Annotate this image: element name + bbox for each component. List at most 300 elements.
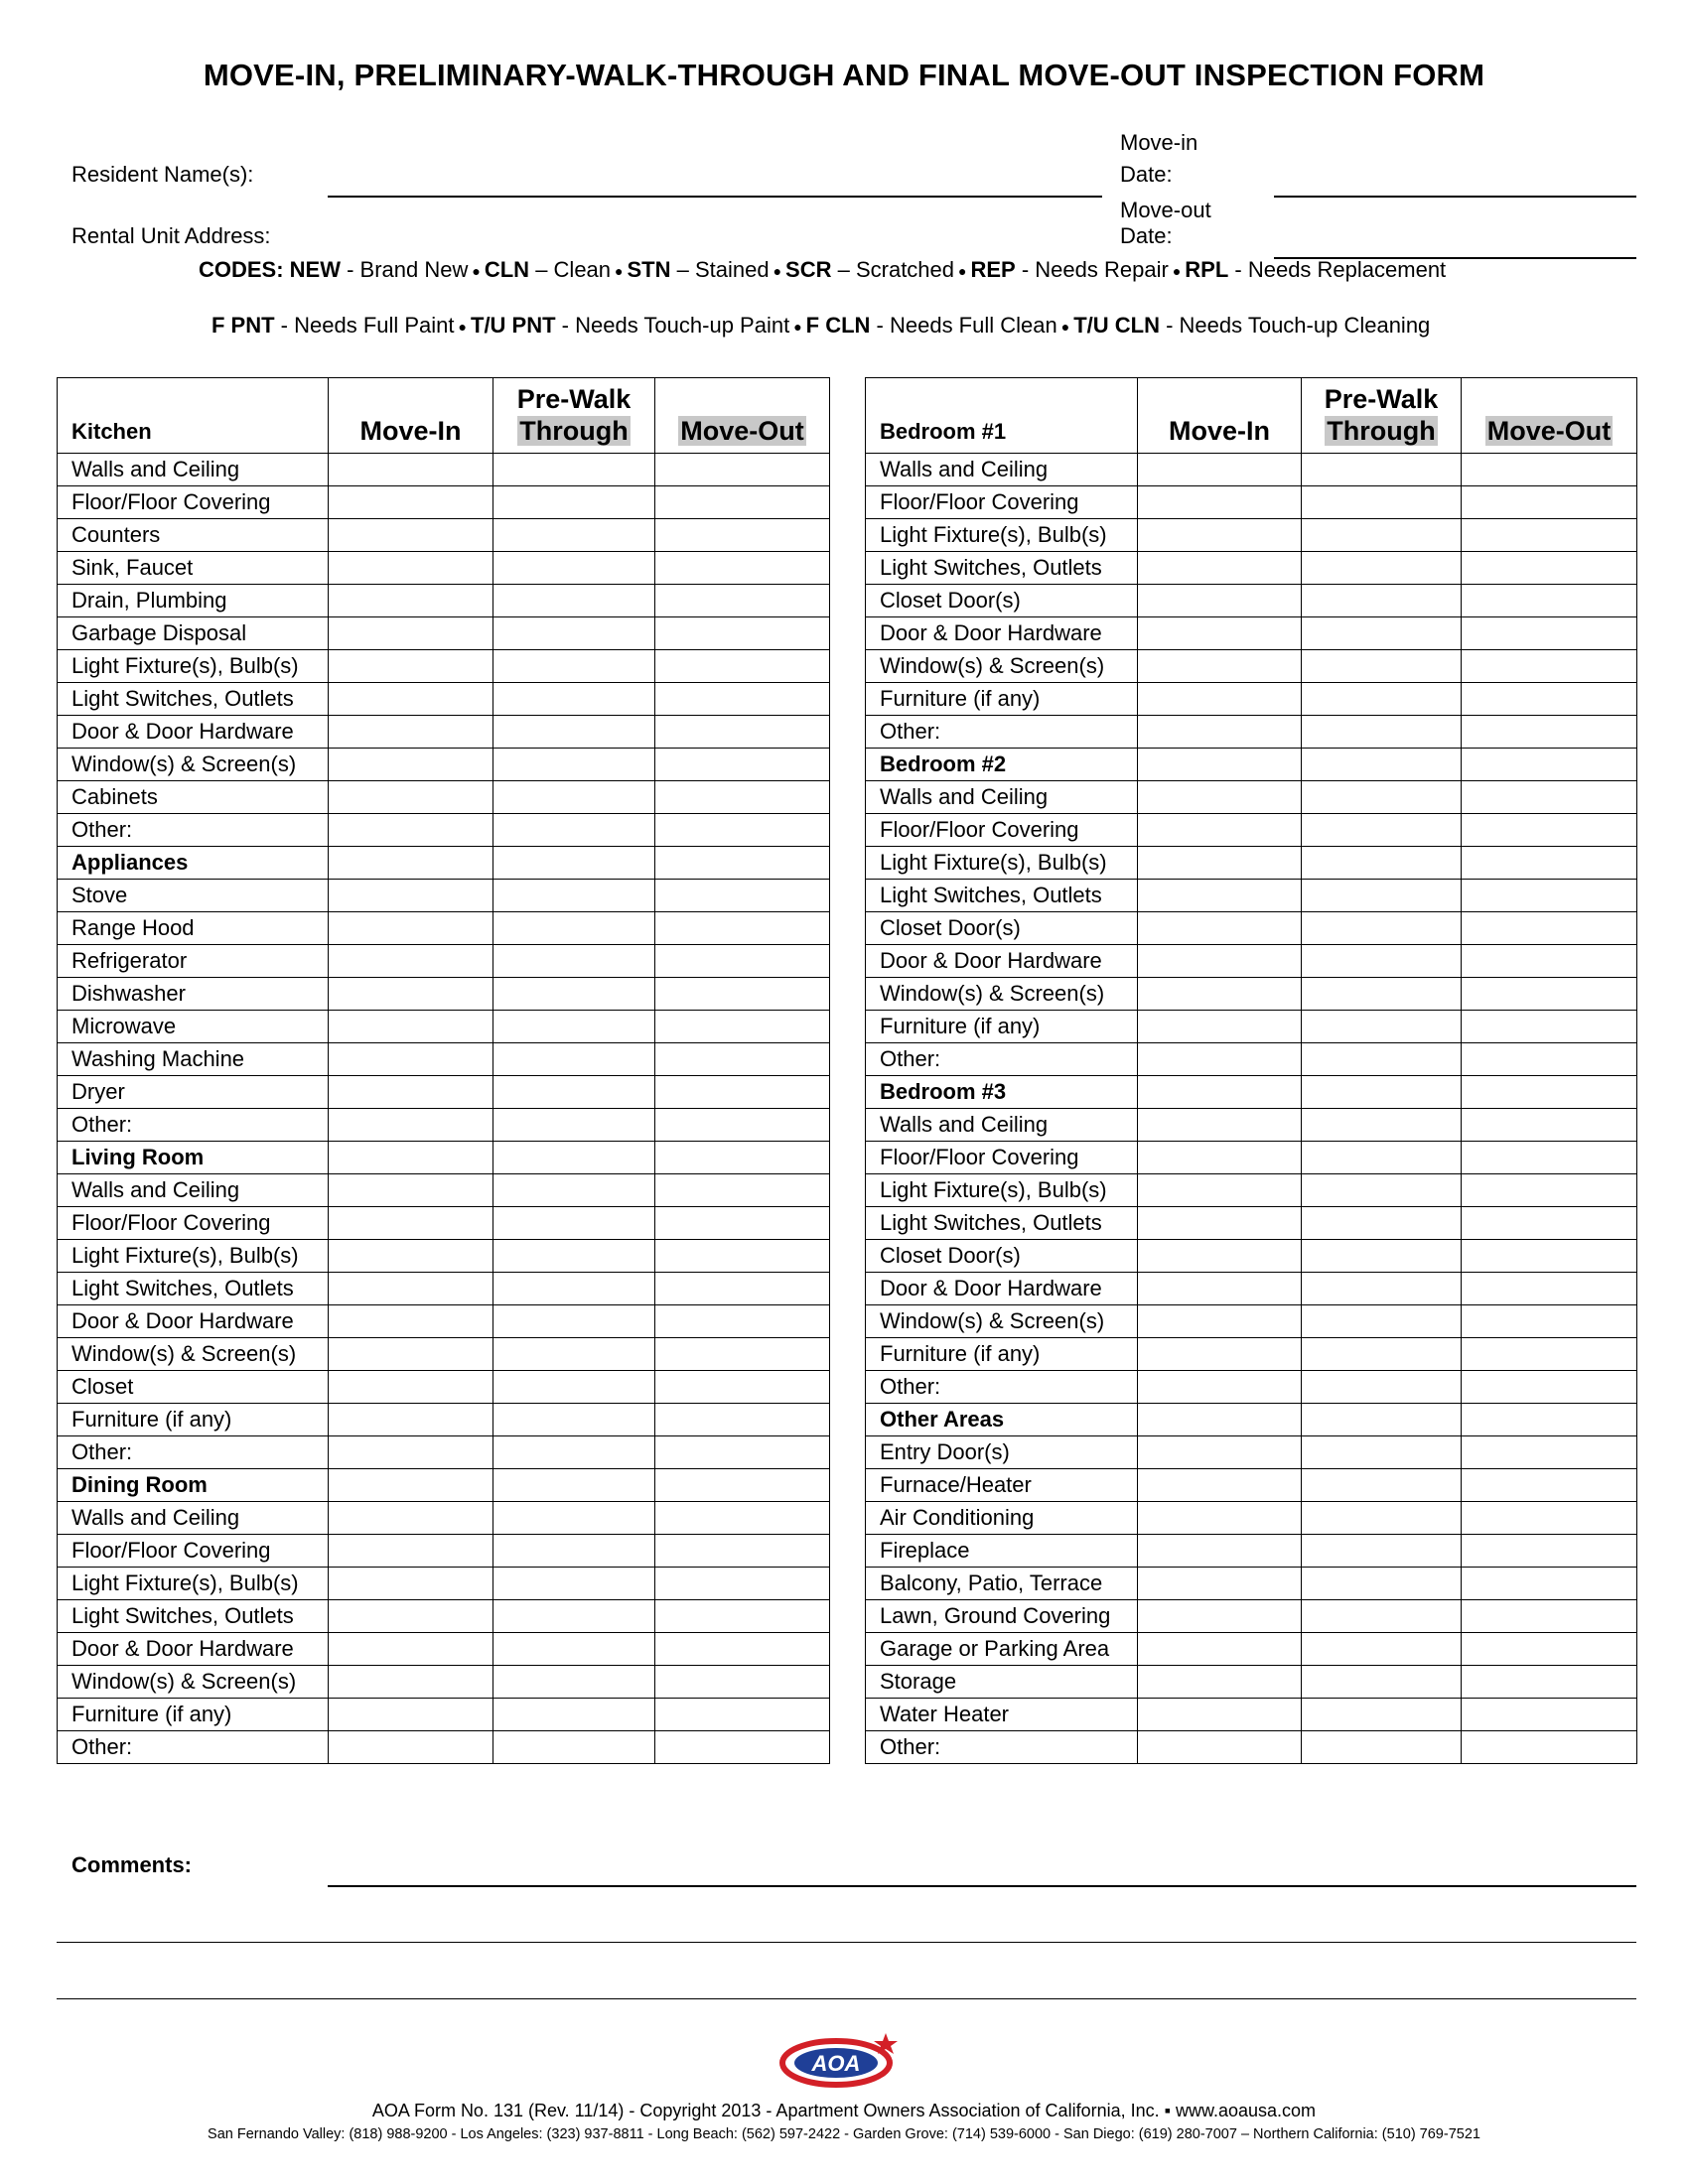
pre-walk-cell[interactable] <box>493 1043 655 1076</box>
move-out-cell[interactable] <box>1462 1011 1637 1043</box>
move-in-cell[interactable] <box>329 716 493 749</box>
row-label-window-s-screen-s: Window(s) & Screen(s) <box>866 650 1138 683</box>
pre-walk-cell[interactable] <box>493 1600 655 1633</box>
pre-walk-cell[interactable] <box>1302 1076 1462 1109</box>
move-in-cell[interactable] <box>1138 1076 1302 1109</box>
move-in-cell[interactable] <box>329 1469 493 1502</box>
move-out-cell[interactable] <box>1462 1568 1637 1600</box>
move-in-cell[interactable] <box>1138 749 1302 781</box>
room-header-kitchen: Kitchen <box>58 378 329 454</box>
move-in-cell[interactable] <box>1138 1699 1302 1731</box>
pre-walk-cell[interactable] <box>493 1338 655 1371</box>
move-in-cell[interactable] <box>329 814 493 847</box>
move-in-cell[interactable] <box>329 1076 493 1109</box>
move-out-cell[interactable] <box>655 880 830 912</box>
pre-walk-cell[interactable] <box>1302 716 1462 749</box>
pre-walk-cell[interactable] <box>1302 1731 1462 1764</box>
pre-walk-cell[interactable] <box>1302 1240 1462 1273</box>
move-out-cell[interactable] <box>1462 454 1637 486</box>
pre-walk-cell[interactable] <box>1302 749 1462 781</box>
move-in-cell[interactable] <box>329 1011 493 1043</box>
pre-walk-cell[interactable] <box>493 552 655 585</box>
move-out-cell[interactable] <box>1462 1109 1637 1142</box>
row-label-window-s-screen-s: Window(s) & Screen(s) <box>866 1305 1138 1338</box>
move-in-cell[interactable] <box>329 585 493 617</box>
move-out-cell[interactable] <box>1462 1273 1637 1305</box>
code-cln: CLN <box>484 257 530 282</box>
move-in-cell[interactable] <box>329 1666 493 1699</box>
pre-walk-cell[interactable] <box>1302 1371 1462 1404</box>
pre-walk-cell[interactable] <box>1302 1568 1462 1600</box>
pre-walk-cell[interactable] <box>1302 1109 1462 1142</box>
move-out-cell[interactable] <box>1462 519 1637 552</box>
move-in-cell[interactable] <box>329 1305 493 1338</box>
move-out-cell[interactable] <box>655 1109 830 1142</box>
table-row <box>58 716 830 749</box>
move-in-cell[interactable] <box>329 1436 493 1469</box>
move-in-cell[interactable] <box>1138 880 1302 912</box>
move-in-cell[interactable] <box>1138 1174 1302 1207</box>
move-out-cell[interactable] <box>655 1600 830 1633</box>
move-in-cell[interactable] <box>1138 1240 1302 1273</box>
move-out-cell[interactable] <box>655 1666 830 1699</box>
pre-walk-cell[interactable] <box>493 978 655 1011</box>
pre-walk-cell[interactable] <box>493 1404 655 1436</box>
move-in-cell[interactable] <box>329 454 493 486</box>
comments-line-1[interactable] <box>328 1885 1636 1887</box>
move-out-cell[interactable] <box>655 1731 830 1764</box>
table-row <box>58 1436 830 1469</box>
code-desc: – Stained <box>670 257 770 282</box>
move-out-cell[interactable] <box>1462 552 1637 585</box>
pre-walk-cell[interactable] <box>493 1699 655 1731</box>
pre-walk-cell[interactable] <box>493 650 655 683</box>
move-in-cell[interactable] <box>329 1043 493 1076</box>
move-out-cell[interactable] <box>1462 880 1637 912</box>
move-out-cell[interactable] <box>655 912 830 945</box>
pre-walk-cell[interactable] <box>1302 1502 1462 1535</box>
row-label-light-fixture-s-bulb-s: Light Fixture(s), Bulb(s) <box>866 847 1138 880</box>
section-header-appliances: Appliances <box>58 847 329 880</box>
move-out-cell[interactable] <box>655 1436 830 1469</box>
pre-walk-cell[interactable] <box>1302 1338 1462 1371</box>
pre-walk-cell[interactable] <box>493 749 655 781</box>
pre-walk-cell[interactable] <box>1302 1273 1462 1305</box>
move-in-cell[interactable] <box>1138 1502 1302 1535</box>
move-out-cell[interactable] <box>1462 1600 1637 1633</box>
pre-walk-cell[interactable] <box>493 617 655 650</box>
move-in-cell[interactable] <box>329 552 493 585</box>
pre-walk-cell[interactable] <box>1302 781 1462 814</box>
pre-walk-cell[interactable] <box>1302 552 1462 585</box>
move-out-cell[interactable] <box>1462 1633 1637 1666</box>
move-out-cell[interactable] <box>655 1240 830 1273</box>
move-out-cell[interactable] <box>655 1305 830 1338</box>
move-in-cell[interactable] <box>1138 847 1302 880</box>
row-label-other: Other: <box>866 1371 1138 1404</box>
table-row <box>58 1568 830 1600</box>
move-in-cell[interactable] <box>329 847 493 880</box>
row-label-storage: Storage <box>866 1666 1138 1699</box>
pre-walk-cell[interactable] <box>493 1633 655 1666</box>
code-f-pnt: F PNT <box>211 313 275 338</box>
code-stn: STN <box>627 257 671 282</box>
move-out-cell[interactable] <box>1462 486 1637 519</box>
code-rpl: RPL <box>1185 257 1229 282</box>
pre-walk-cell[interactable] <box>1302 617 1462 650</box>
pre-walk-cell[interactable] <box>493 1109 655 1142</box>
pre-walk-cell[interactable] <box>493 519 655 552</box>
move-in-cell[interactable] <box>1138 1305 1302 1338</box>
move-out-cell[interactable] <box>655 1633 830 1666</box>
move-in-cell[interactable] <box>1138 1338 1302 1371</box>
col-move-out <box>655 378 830 454</box>
move-in-cell[interactable] <box>329 650 493 683</box>
pre-walk-cell[interactable] <box>1302 1142 1462 1174</box>
pre-walk-cell[interactable] <box>493 1240 655 1273</box>
table-row <box>58 519 830 552</box>
row-label-balcony-patio-terrace: Balcony, Patio, Terrace <box>866 1568 1138 1600</box>
pre-walk-cell[interactable] <box>493 1076 655 1109</box>
pre-walk-cell[interactable] <box>493 1207 655 1240</box>
move-in-cell[interactable] <box>1138 716 1302 749</box>
table-row <box>58 486 830 519</box>
move-out-cell[interactable] <box>1462 650 1637 683</box>
move-in-cell[interactable] <box>329 1404 493 1436</box>
move-in-cell[interactable] <box>1138 1371 1302 1404</box>
move-out-cell[interactable] <box>655 454 830 486</box>
table-row <box>58 1240 830 1273</box>
move-out-cell[interactable] <box>1462 978 1637 1011</box>
pre-walk-cell[interactable] <box>493 1436 655 1469</box>
move-in-cell[interactable] <box>329 1371 493 1404</box>
move-out-cell[interactable] <box>655 1273 830 1305</box>
move-out-cell[interactable] <box>655 1207 830 1240</box>
move-out-cell[interactable] <box>655 650 830 683</box>
move-in-cell[interactable] <box>329 1109 493 1142</box>
move-in-cell[interactable] <box>1138 519 1302 552</box>
pre-walk-cell[interactable] <box>493 683 655 716</box>
pre-walk-cell[interactable] <box>493 454 655 486</box>
pre-walk-cell[interactable] <box>1302 650 1462 683</box>
move-out-cell[interactable] <box>655 716 830 749</box>
pre-walk-cell[interactable] <box>493 1305 655 1338</box>
pre-walk-cell[interactable] <box>493 1666 655 1699</box>
move-in-cell[interactable] <box>329 880 493 912</box>
pre-walk-cell[interactable] <box>493 716 655 749</box>
table-row <box>866 1338 1637 1371</box>
move-out-cell[interactable] <box>1462 1142 1637 1174</box>
pre-walk-cell[interactable] <box>1302 1600 1462 1633</box>
move-out-cell[interactable] <box>1462 1699 1637 1731</box>
pre-walk-cell[interactable] <box>1302 912 1462 945</box>
move-in-cell[interactable] <box>1138 650 1302 683</box>
move-out-cell[interactable] <box>1462 1502 1637 1535</box>
move-in-cell[interactable] <box>1138 1404 1302 1436</box>
move-in-date-field[interactable] <box>1274 196 1636 198</box>
move-out-cell[interactable] <box>1462 1666 1637 1699</box>
table-row <box>866 1142 1637 1174</box>
pre-walk-cell[interactable] <box>493 1469 655 1502</box>
move-out-cell[interactable] <box>655 978 830 1011</box>
move-out-cell[interactable] <box>1462 1076 1637 1109</box>
move-in-cell[interactable] <box>329 945 493 978</box>
move-out-cell[interactable] <box>655 1043 830 1076</box>
pre-walk-cell[interactable] <box>493 1535 655 1568</box>
move-in-cell[interactable] <box>1138 978 1302 1011</box>
move-in-cell[interactable] <box>1138 1633 1302 1666</box>
move-out-cell[interactable] <box>655 486 830 519</box>
pre-walk-cell[interactable] <box>1302 1535 1462 1568</box>
bullet-separator: ● <box>472 263 481 280</box>
move-out-cell[interactable] <box>655 1011 830 1043</box>
pre-walk-cell[interactable] <box>493 1142 655 1174</box>
move-in-cell[interactable] <box>1138 1666 1302 1699</box>
move-out-cell[interactable] <box>1462 847 1637 880</box>
move-in-cell[interactable] <box>329 978 493 1011</box>
move-out-cell[interactable] <box>1462 683 1637 716</box>
move-in-cell[interactable] <box>1138 1568 1302 1600</box>
pre-walk-cell[interactable] <box>1302 1011 1462 1043</box>
pre-walk-cell[interactable] <box>493 1568 655 1600</box>
row-label-other: Other: <box>866 1731 1138 1764</box>
move-out-cell[interactable] <box>1462 1404 1637 1436</box>
pre-walk-cell[interactable] <box>1302 1666 1462 1699</box>
move-in-cell[interactable] <box>1138 454 1302 486</box>
pre-walk-cell[interactable] <box>1302 1699 1462 1731</box>
table-row <box>866 814 1637 847</box>
pre-walk-cell[interactable] <box>1302 945 1462 978</box>
pre-walk-cell[interactable] <box>1302 847 1462 880</box>
move-out-cell[interactable] <box>1462 781 1637 814</box>
move-out-cell[interactable] <box>655 552 830 585</box>
pre-walk-cell[interactable] <box>1302 1207 1462 1240</box>
pre-walk-cell[interactable] <box>1302 1436 1462 1469</box>
table-row <box>866 650 1637 683</box>
move-in-cell[interactable] <box>1138 1731 1302 1764</box>
pre-walk-cell[interactable] <box>1302 1043 1462 1076</box>
move-out-date-label-2: Date: <box>1120 223 1173 248</box>
rental-address-label: Rental Unit Address: <box>71 223 271 248</box>
row-label-window-s-screen-s: Window(s) & Screen(s) <box>866 978 1138 1011</box>
move-in-cell[interactable] <box>329 1633 493 1666</box>
pre-walk-cell[interactable] <box>493 1731 655 1764</box>
move-in-cell[interactable] <box>329 1600 493 1633</box>
pre-walk-cell[interactable] <box>1302 1174 1462 1207</box>
pre-walk-cell[interactable] <box>1302 880 1462 912</box>
pre-walk-cell[interactable] <box>493 1273 655 1305</box>
move-in-cell[interactable] <box>1138 1142 1302 1174</box>
move-in-cell[interactable] <box>1138 683 1302 716</box>
move-out-cell[interactable] <box>1462 1240 1637 1273</box>
pre-walk-cell[interactable] <box>1302 454 1462 486</box>
move-in-cell[interactable] <box>329 683 493 716</box>
move-in-cell[interactable] <box>329 912 493 945</box>
resident-name-field[interactable] <box>328 196 1102 198</box>
row-label-range-hood: Range Hood <box>58 912 329 945</box>
move-in-cell[interactable] <box>329 749 493 781</box>
move-in-cell[interactable] <box>329 1502 493 1535</box>
table-row <box>866 847 1637 880</box>
move-out-cell[interactable] <box>1462 1174 1637 1207</box>
row-label-other: Other: <box>58 814 329 847</box>
bullet-separator: ● <box>458 319 467 336</box>
move-out-cell[interactable] <box>1462 1731 1637 1764</box>
pre-walk-cell[interactable] <box>1302 1305 1462 1338</box>
move-out-cell[interactable] <box>1462 1207 1637 1240</box>
move-out-cell[interactable] <box>655 1371 830 1404</box>
pre-walk-cell[interactable] <box>1302 1404 1462 1436</box>
move-in-cell[interactable] <box>1138 1043 1302 1076</box>
pre-walk-cell[interactable] <box>493 814 655 847</box>
move-out-cell[interactable] <box>655 1568 830 1600</box>
move-out-cell[interactable] <box>1462 1043 1637 1076</box>
move-in-cell[interactable] <box>1138 814 1302 847</box>
row-label-refrigerator: Refrigerator <box>58 945 329 978</box>
move-in-cell[interactable] <box>329 1535 493 1568</box>
row-label-other: Other: <box>866 716 1138 749</box>
row-label-furniture-if-any: Furniture (if any) <box>866 1338 1138 1371</box>
move-in-cell[interactable] <box>1138 1011 1302 1043</box>
pre-walk-cell[interactable] <box>1302 486 1462 519</box>
move-in-cell[interactable] <box>1138 552 1302 585</box>
row-label-closet-door-s: Closet Door(s) <box>866 912 1138 945</box>
move-in-cell[interactable] <box>329 519 493 552</box>
move-in-cell[interactable] <box>329 1273 493 1305</box>
pre-walk-cell[interactable] <box>493 912 655 945</box>
move-out-cell[interactable] <box>655 814 830 847</box>
move-out-cell[interactable] <box>1462 1338 1637 1371</box>
pre-walk-cell[interactable] <box>1302 519 1462 552</box>
move-out-cell[interactable] <box>655 1174 830 1207</box>
pre-walk-cell[interactable] <box>493 1371 655 1404</box>
move-out-cell[interactable] <box>655 749 830 781</box>
move-out-cell[interactable] <box>1462 585 1637 617</box>
comments-line-3[interactable] <box>57 1998 1636 1999</box>
codes-legend-line-2 <box>211 313 1430 339</box>
move-in-cell[interactable] <box>1138 912 1302 945</box>
move-out-cell[interactable] <box>655 585 830 617</box>
comments-line-2[interactable] <box>57 1942 1636 1943</box>
table-row <box>58 1011 830 1043</box>
move-in-cell[interactable] <box>329 1568 493 1600</box>
pre-walk-cell[interactable] <box>493 1502 655 1535</box>
pre-walk-cell[interactable] <box>493 486 655 519</box>
move-in-cell[interactable] <box>1138 1207 1302 1240</box>
move-in-cell[interactable] <box>1138 1535 1302 1568</box>
pre-walk-cell[interactable] <box>493 781 655 814</box>
row-label-light-switches-outlets: Light Switches, Outlets <box>866 552 1138 585</box>
pre-walk-cell[interactable] <box>1302 683 1462 716</box>
move-in-cell[interactable] <box>1138 781 1302 814</box>
pre-walk-cell[interactable] <box>493 585 655 617</box>
pre-walk-cell[interactable] <box>493 945 655 978</box>
move-in-cell[interactable] <box>329 1142 493 1174</box>
move-out-cell[interactable] <box>1462 1371 1637 1404</box>
move-out-cell[interactable] <box>1462 1436 1637 1469</box>
row-label-dishwasher: Dishwasher <box>58 978 329 1011</box>
move-out-cell[interactable] <box>1462 716 1637 749</box>
move-out-cell[interactable] <box>1462 1535 1637 1568</box>
move-out-cell[interactable] <box>655 781 830 814</box>
pre-walk-cell[interactable] <box>493 847 655 880</box>
move-in-cell[interactable] <box>329 1731 493 1764</box>
move-out-cell[interactable] <box>655 1076 830 1109</box>
move-in-cell[interactable] <box>1138 1600 1302 1633</box>
move-out-cell[interactable] <box>1462 814 1637 847</box>
move-out-cell[interactable] <box>655 847 830 880</box>
move-in-cell[interactable] <box>1138 1469 1302 1502</box>
move-out-cell[interactable] <box>655 683 830 716</box>
row-label-drain-plumbing: Drain, Plumbing <box>58 585 329 617</box>
move-out-cell[interactable] <box>655 1469 830 1502</box>
move-out-cell[interactable] <box>655 617 830 650</box>
move-in-cell[interactable] <box>329 1207 493 1240</box>
pre-walk-cell[interactable] <box>493 1174 655 1207</box>
move-in-cell[interactable] <box>1138 486 1302 519</box>
move-out-cell[interactable] <box>655 1338 830 1371</box>
move-in-cell[interactable] <box>1138 617 1302 650</box>
pre-walk-cell[interactable] <box>1302 1633 1462 1666</box>
move-in-cell[interactable] <box>329 781 493 814</box>
move-in-cell[interactable] <box>1138 1436 1302 1469</box>
table-row <box>866 617 1637 650</box>
move-in-cell[interactable] <box>1138 945 1302 978</box>
move-out-cell[interactable] <box>655 519 830 552</box>
codes-legend-line-1 <box>199 257 1446 283</box>
row-label-fireplace: Fireplace <box>866 1535 1138 1568</box>
move-in-cell[interactable] <box>329 486 493 519</box>
move-in-cell[interactable] <box>329 617 493 650</box>
move-out-cell[interactable] <box>1462 1305 1637 1338</box>
table-row <box>866 1043 1637 1076</box>
code-desc: - Needs Touch-up Paint <box>555 313 790 338</box>
move-in-cell[interactable] <box>329 1699 493 1731</box>
move-out-cell[interactable] <box>1462 912 1637 945</box>
move-out-cell[interactable] <box>1462 617 1637 650</box>
pre-walk-cell[interactable] <box>1302 585 1462 617</box>
move-out-cell[interactable] <box>655 1502 830 1535</box>
move-in-cell[interactable] <box>1138 585 1302 617</box>
row-label-door-door-hardware: Door & Door Hardware <box>58 716 329 749</box>
move-out-cell[interactable] <box>655 1535 830 1568</box>
move-out-cell[interactable] <box>655 945 830 978</box>
move-out-cell[interactable] <box>655 1142 830 1174</box>
pre-walk-cell[interactable] <box>1302 978 1462 1011</box>
table-row <box>866 454 1637 486</box>
pre-walk-cell[interactable] <box>1302 814 1462 847</box>
move-in-cell[interactable] <box>329 1240 493 1273</box>
pre-walk-cell[interactable] <box>1302 1469 1462 1502</box>
move-in-cell[interactable] <box>1138 1109 1302 1142</box>
move-out-cell[interactable] <box>1462 1469 1637 1502</box>
move-out-cell[interactable] <box>1462 945 1637 978</box>
row-label-closet-door-s: Closet Door(s) <box>866 585 1138 617</box>
move-out-cell[interactable] <box>1462 749 1637 781</box>
move-out-cell[interactable] <box>655 1404 830 1436</box>
row-label-walls-and-ceiling: Walls and Ceiling <box>866 1109 1138 1142</box>
move-in-cell[interactable] <box>1138 1273 1302 1305</box>
page-title: MOVE-IN, PRELIMINARY-WALK-THROUGH AND FINAL MOVE-OUT INSPECTION FORM <box>203 58 1485 92</box>
bullet-separator: ● <box>793 319 802 336</box>
row-label-door-door-hardware: Door & Door Hardware <box>866 945 1138 978</box>
pre-walk-cell[interactable] <box>493 1011 655 1043</box>
move-in-cell[interactable] <box>329 1338 493 1371</box>
move-out-cell[interactable] <box>655 1699 830 1731</box>
pre-walk-cell[interactable] <box>493 880 655 912</box>
row-label-floor-floor-covering: Floor/Floor Covering <box>58 1535 329 1568</box>
move-in-cell[interactable] <box>329 1174 493 1207</box>
